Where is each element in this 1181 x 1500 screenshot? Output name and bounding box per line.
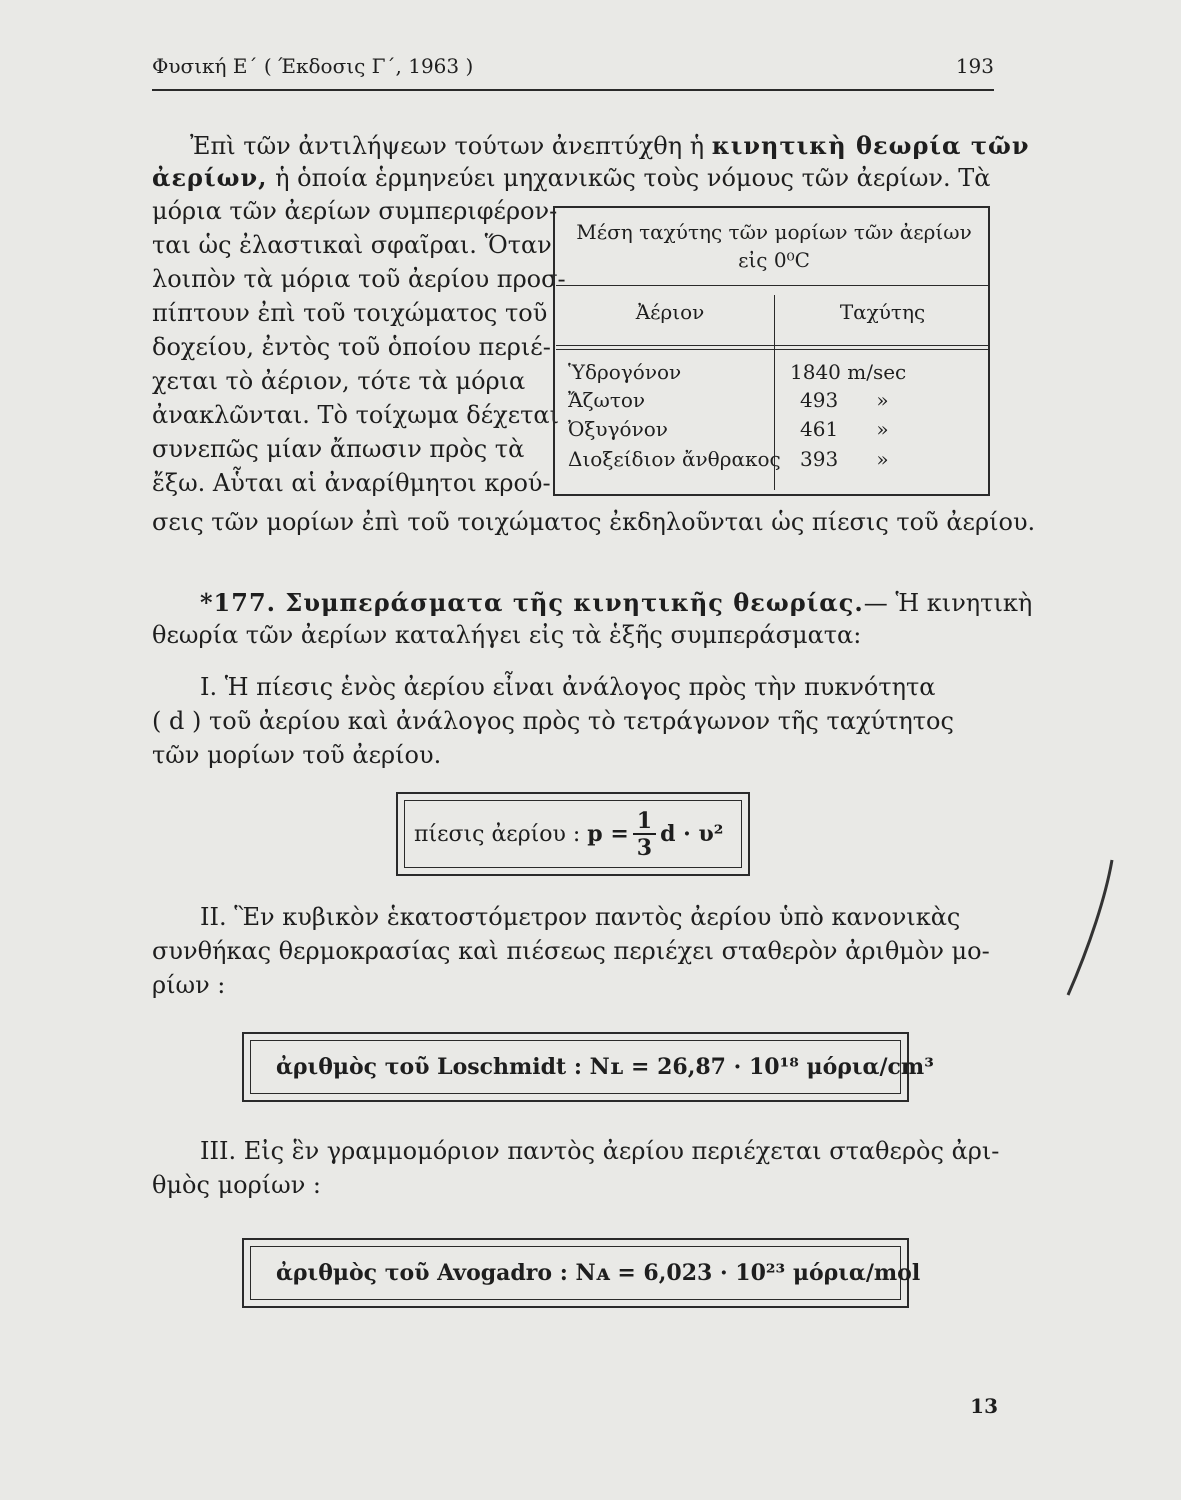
intro-line-1: Ἐπὶ τῶν ἀντιλήψεων τούτων ἀνεπτύχθη ἡ κινητικὴ θεωρία τῶν — [190, 131, 1030, 160]
conclusion-1-line: ( d ) τοῦ ἀερίου καὶ ἀνάλογος πρὸς τὸ τετράγωνον τῆς ταχύτητος — [152, 707, 954, 735]
table-caption: Μέση ταχύτης τῶν μορίων τῶν ἀερίων — [576, 220, 972, 244]
intro-wrapped-line: συνεπῶς μίαν ἄπωσιν πρὸς τὰ — [152, 435, 525, 463]
avogadro-formula: ἀριθμὸς τοῦ Avogadro : Nᴀ = 6,023 · 10²³ μόρια/mol — [276, 1260, 921, 1286]
conclusion-1-line: I. Ἡ πίεσις ἑνὸς ἀερίου εἶναι ἀνάλογος πρὸς τὴν πυκνότητα — [200, 673, 936, 701]
pencil-mark — [1060, 855, 1120, 1005]
pencil-stroke — [1068, 860, 1112, 995]
formula-label: πίεσις ἀερίου : — [414, 822, 581, 847]
formula-lhs: p = — [587, 821, 629, 847]
intro-wrapped-line: ἔξω. Αὗται αἱ ἀναρίθμητοι κρού- — [152, 469, 551, 497]
intro-line-2: ἀερίων, ἡ ὁποία ἑρμηνεύει μηχανικῶς τοὺς νόμους τῶν ἀερίων. Τὰ — [152, 163, 991, 192]
table-cell-gas: Ἄζωτον — [568, 388, 646, 412]
conclusion-2-line: ρίων : — [152, 971, 226, 999]
intro-wrapped-line: χεται τὸ ἀέριον, τότε τὰ μόρια — [152, 367, 526, 395]
avogadro-formula-box — [242, 1238, 921, 1308]
intro-wrapped-line: ἀνακλῶνται. Τὸ τοίχωμα δέχεται — [152, 401, 560, 429]
table-rule — [556, 285, 988, 286]
table-caption-temperature: εἰς 0⁰C — [738, 248, 810, 272]
table-rule — [556, 349, 988, 350]
table-cell-speed: 461 » — [800, 417, 889, 441]
table-cell-speed: 1840 m/sec — [790, 360, 907, 384]
conclusion-1-line: τῶν μορίων τοῦ ἀερίου. — [152, 741, 442, 769]
fraction — [633, 809, 656, 861]
printer-signature: 13 — [970, 1394, 998, 1418]
pressure-formula — [414, 808, 723, 861]
header-rule — [152, 89, 994, 91]
loschmidt-formula-box — [242, 1032, 934, 1102]
intro-wrapped-line: μόρια τῶν ἀερίων συμπεριφέρον- — [152, 197, 558, 225]
table-header-gas: Ἀέριον — [635, 300, 705, 324]
section-heading: *177. Συμπεράσματα τῆς κινητικῆς θεωρίας.— Ἡ κινητικὴ — [200, 588, 1033, 617]
table-cell-gas: Ὀξυγόνον — [568, 417, 668, 441]
table-cell-gas: Διοξείδιον ἄνθρακος — [568, 447, 781, 471]
fraction-denominator: 3 — [636, 835, 653, 861]
pressure-formula-box — [396, 792, 750, 876]
conclusion-3-line: θμὸς μορίων : — [152, 1171, 322, 1199]
fraction-numerator: 1 — [633, 809, 656, 835]
table-rule — [556, 345, 988, 346]
conclusion-2-line: II. Ἓν κυβικὸν ἑκατοστόμετρον παντὸς ἀερίου ὑπὸ κανονικὰς — [200, 903, 961, 931]
formula-rhs: d · υ² — [660, 821, 724, 847]
intro-wrapped-line: ται ὡς ἐλαστικαὶ σφαῖραι. Ὅταν — [152, 231, 552, 259]
conclusion-3-line: III. Εἰς ἓν γραμμομόριον παντὸς ἀερίου περιέχεται σταθερὸς ἀρι- — [200, 1137, 1000, 1165]
table-header-speed: Ταχύτης — [839, 300, 926, 324]
conclusion-2-line: συνθήκας θερμοκρασίας καὶ πιέσεως περιέχει σταθερὸν ἀριθμὸν μο- — [152, 937, 990, 965]
loschmidt-formula: ἀριθμὸς τοῦ Loschmidt : Nʟ = 26,87 · 10¹⁸ μόρια/cm³ — [276, 1054, 934, 1080]
table-cell-speed: 393 » — [800, 447, 889, 471]
intro-wrapped-line: δοχείου, ἐντὸς τοῦ ὁποίου περιέ- — [152, 333, 551, 361]
page-number: 193 — [955, 54, 994, 78]
running-title: Φυσική Ε΄ ( Έκδοσις Γ΄, 1963 ) — [152, 54, 474, 78]
intro-wrapped-line: πίπτουν ἐπὶ τοῦ τοιχώματος τοῦ — [152, 299, 548, 327]
intro-wrapped-line: λοιπὸν τὰ μόρια τοῦ ἀερίου προσ- — [152, 265, 566, 293]
table-cell-speed: 493 » — [800, 388, 889, 412]
section-line-2: θεωρία τῶν ἀερίων καταλήγει εἰς τὰ ἑξῆς συμπεράσματα: — [152, 621, 862, 649]
table-cell-gas: Ὑδρογόνον — [568, 360, 682, 384]
intro-last-line: σεις τῶν μορίων ἐπὶ τοῦ τοιχώματος ἐκδηλοῦνται ὡς πίεσις τοῦ ἀερίου. — [152, 508, 1036, 536]
